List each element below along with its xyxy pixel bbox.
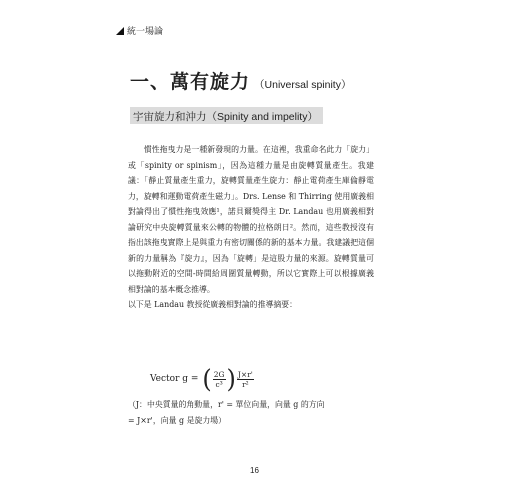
chapter-title [130, 67, 351, 94]
body-paragraph-2: 以下是 Landau 教授從廣義相對論的推導摘要： [128, 300, 298, 309]
body-paragraph-1: 慣性拖曳力是一種新發現的力量。在這裡，我重命名此力「旋力」或「spinity or spinism」，因為這種力量是由旋轉質量產生。我建議：「靜止質量產生重力，旋轉質量產生旋力：靜止電荷產生庫倫靜電力，旋轉和運動電荷產生磁力」。Drs. Lense 和 Thirring 使用廣義相對論得出了慣性拖曳效應¹，諾貝爾獎得主 Dr. Landau 也用廣義相對論研究中央旋轉質量來公轉的物體的拉格朗日²。然而，這些教授沒有指出該拖曳實際上是與重力有密切關係的新的基本力量。我建議把這個新的力量稱為『旋力』，因為「旋轉」是這股力量的來源。旋轉質量可以拖動附近的空間-時間給周圍質量轉動，所以它實際上可以根據廣義相對論的基本概念推導。 [128, 145, 374, 294]
formula-tail-denominator: r² [242, 379, 249, 389]
formula [150, 366, 255, 392]
formula-fraction-constant [213, 370, 226, 389]
body-text [128, 142, 374, 313]
page-number: 16 [250, 466, 259, 475]
formula-note-line-1: （J：中央質量的角動量，r' = 單位向量，向量 g 的方向 [128, 400, 325, 409]
formula-numerator: 2G [213, 369, 225, 379]
formula-close-paren: ) [226, 364, 236, 394]
chapter-title-zh: 一、萬有旋力 [130, 71, 251, 93]
formula-note-line-2: = J×r'，向量 g 是旋力場） [128, 415, 227, 425]
formula-open-paren: ( [202, 364, 212, 394]
chapter-title-en: （Universal spinity） [254, 79, 352, 91]
formula-denominator: c³ [215, 379, 223, 389]
formula-note [128, 397, 376, 428]
running-header [116, 24, 163, 37]
formula-lhs: Vector g = [150, 374, 199, 384]
section-title: 宇宙旋力和沖力（Spinity and impelity） [133, 111, 318, 123]
running-title: 統一場論 [127, 27, 164, 37]
triangle-marker-icon [116, 27, 124, 35]
formula-tail-numerator: J×r' [237, 369, 253, 379]
formula-fraction-vector [237, 370, 254, 389]
